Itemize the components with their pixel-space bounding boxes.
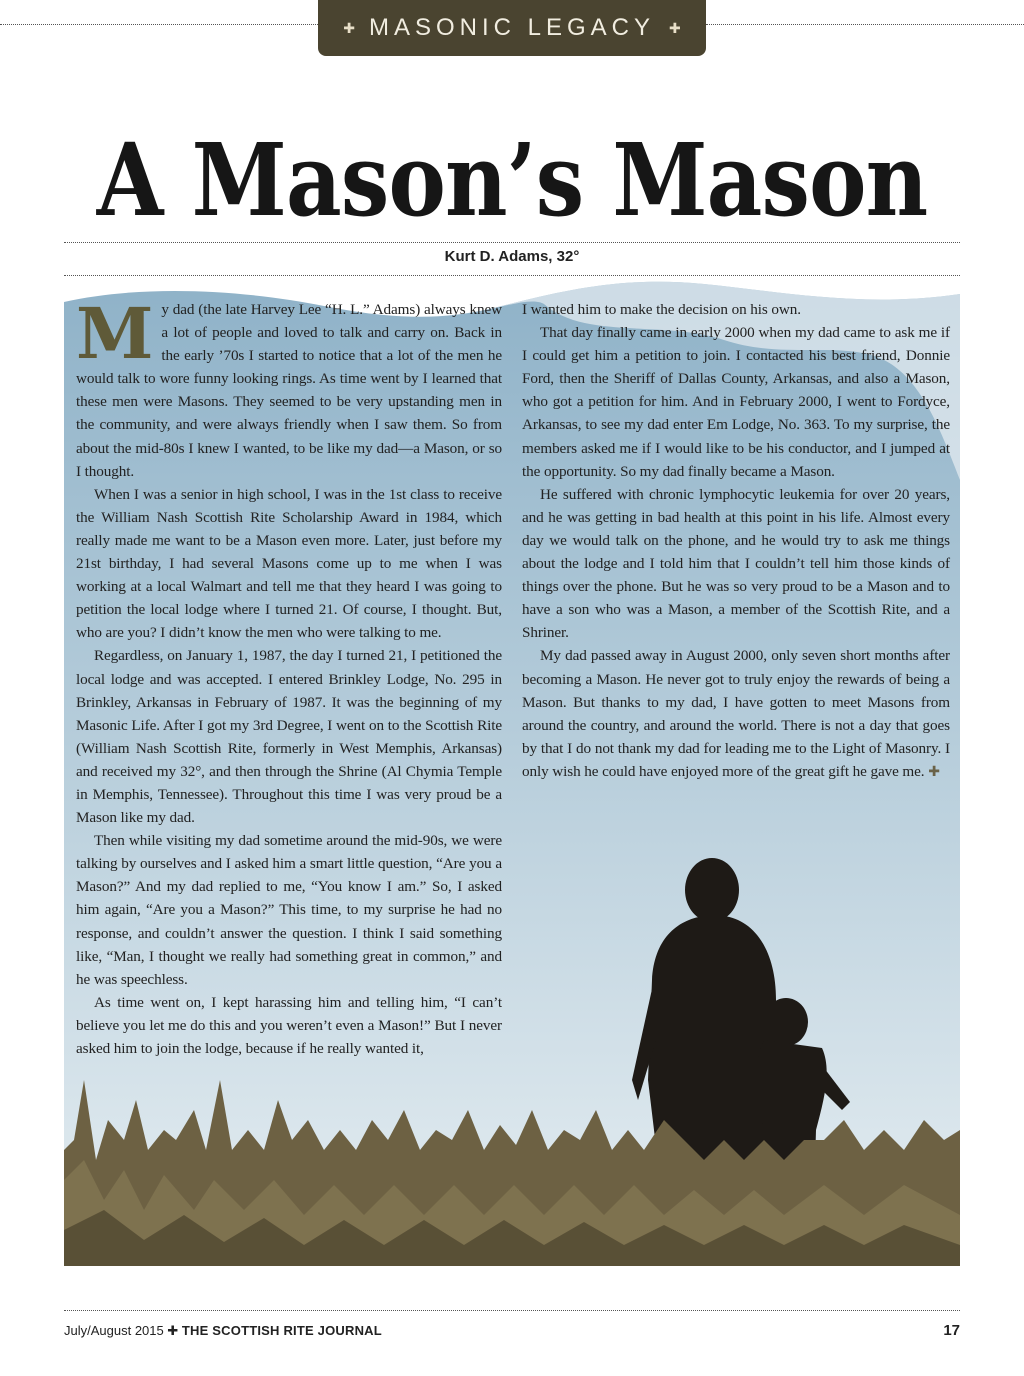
article-column-2 [522, 298, 950, 784]
footer [64, 1322, 960, 1339]
article-title: A Mason’s Mason [96, 121, 928, 239]
publication-name: THE SCOTTISH RITE JOURNAL [181, 1322, 382, 1338]
footer-rule [64, 1310, 960, 1311]
header-rule-right [706, 24, 1024, 25]
drop-cap: M [76, 292, 154, 375]
article-column-1 [76, 292, 502, 1060]
paragraph: That day finally came in early 2000 when my dad came to ask me if I could get him a petition to join. I contacted his best friend, Donnie Ford, then the Sheriff of Dallas County, Arkansas, and also a Mason, who got a petition for him. And in February 2000, I went to Fordyce, Arkansas, to see my dad enter Em Lodge, No. 363. To my surprise, the members asked me if I would like to be his conductor, and I jumped at the opportunity. So my dad finally became a Mason. [522, 324, 950, 480]
cross-separator-icon: ✚ [167, 1322, 179, 1338]
section-tab [318, 0, 706, 56]
paragraph: Regardless, on January 1, 1987, the day I turned 21, I petitioned the local lodge and was accepted. I entered Brinkley Lodge, No. 295 in Brinkley, Arkansas in February of 1987. It was the beginning of my Masonic Life. After I got my 3rd Degree, I went on to the Scottish Rite (William Nash Scottish Rite, formerly in West Memphis, Arkansas) and received my 32°, and then through the Shrine (Al Chymia Temple in Memphis, Tennessee). Throughout this time I was very proud be a Mason like my dad. [76, 647, 502, 827]
paragraph: He suffered with chronic lymphocytic leukemia for over 20 years, and he was getting in bad health at this point in his life. Almost every day we would talk on the phone, and he would try to ask me things about the lodge and I told him that I couldn’t tell him those kinds of things over the phone. But he was so very proud to be a Mason and to have a son who was a Mason, a member of the Scottish Rite, and a Shriner. [522, 485, 950, 642]
issue-date: July/August 2015 [64, 1322, 164, 1338]
title-rule [64, 242, 960, 243]
paragraph [522, 644, 950, 784]
cross-ornament-icon: ✚ [343, 19, 355, 36]
cross-ornament-icon: ✚ [669, 19, 681, 36]
paragraph: Then while visiting my dad sometime around the mid-90s, we were talking by ourselves and I asked him a smart little question, “Are you a Mason?” And my dad replied to me, “You know I am.” So, I asked him again, “Are you a Mason?” This time, to my surprise he had no response, and couldn’t answer the question. I think I said something like, “Man, I thought we really had something great in common,” and he was speechless. [76, 832, 502, 988]
paragraph: When I was a senior in high school, I was in the 1st class to receive the William Nash Scottish Rite Scholarship Award in 1984, which really made me want to be a Mason even more. Later, just before my 21st birthday, I had several Masons come up to me when I was working at a local Walmart and tell me that they heard I was going to petition the local lodge where I turned 21. Of course, I thought. But, who are you? I didn’t know the men who were talking to me. [76, 485, 502, 642]
page-number: 17 [943, 1322, 960, 1339]
paragraph: y dad (the late Harvey Lee “H. L.” Adams) always knew a lot of people and loved to talk and carry on. Back in the early ’70s I started to notice that a lot of the men he would talk to wore funny looking rings. As time went by I learned that these men were Masons. They seemed to be very upstanding men in the community, and were always friendly when I saw them. So from about the mid-80s I knew I wanted, to be like my dad—a Mason, or so I thought. [76, 301, 502, 480]
byline-rule [64, 275, 960, 276]
paragraph-text: My dad passed away in August 2000, only seven short months after becoming a Mason. He never got to truly enjoy the rewards of being a Mason. But thanks to my dad, I have gotten to meet Masons from around the country, and around the world. There is not a day that goes by that I do not thank my dad for leading me to the Light of Masonry. I only wish he could have enjoyed more of the great gift he gave me. [522, 647, 950, 780]
end-mark-icon: ✚ [928, 764, 940, 780]
section-label: MASONIC LEGACY [368, 14, 656, 41]
paragraph: I wanted him to make the decision on his own. [522, 301, 801, 318]
paragraph: As time went on, I kept harassing him and telling him, “I can’t believe you let me do this and you weren’t even a Mason!” But I never asked him to join the lodge, because if he really wanted it, [76, 993, 502, 1057]
byline: Kurt D. Adams, 32° [444, 248, 580, 265]
